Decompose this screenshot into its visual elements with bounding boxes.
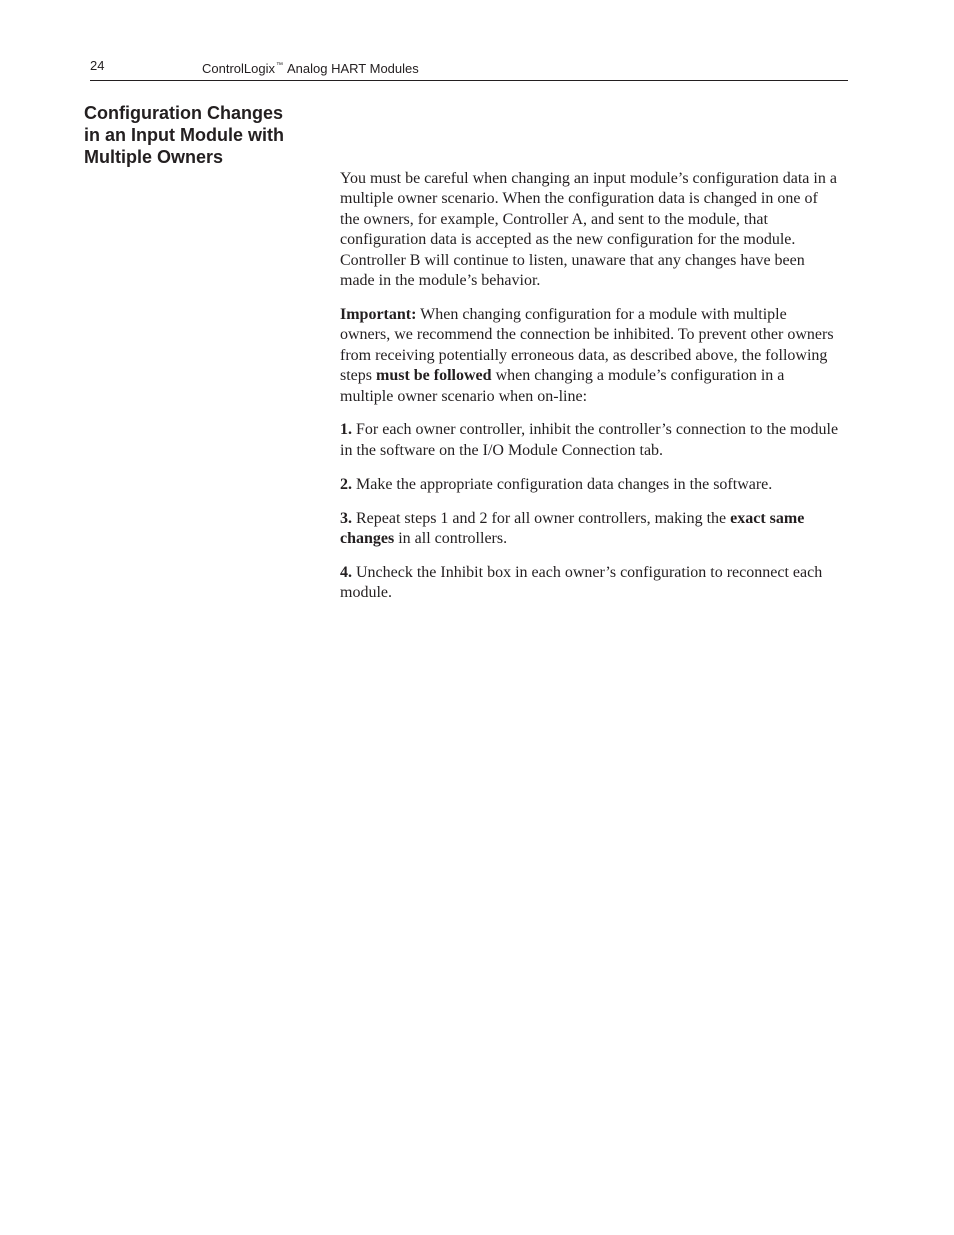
page-header	[90, 57, 848, 81]
section-heading: Configuration Changes in an Input Module with Multiple Owners	[84, 103, 284, 167]
important-paragraph	[340, 305, 840, 407]
body-text	[340, 169, 840, 617]
step-number: 1.	[340, 421, 352, 439]
running-title-rest: Analog HART Modules	[287, 61, 419, 76]
page-number: 24	[90, 58, 105, 73]
step-4	[340, 563, 840, 604]
step-number: 2.	[340, 475, 352, 493]
important-label: Important:	[340, 305, 417, 323]
running-title-brand: ControlLogix	[202, 61, 275, 76]
step-text: For each owner controller, inhibit the controller’s connection to the module in the software on the I/O Module Connection tab.	[340, 421, 839, 459]
running-title	[202, 57, 419, 78]
step-emphasis: exact same changes	[340, 509, 805, 548]
step-1	[340, 420, 840, 461]
step-text-after: in all controllers.	[394, 530, 508, 548]
step-2	[340, 475, 840, 495]
important-text-after: when changing a module’s configuration in a multiple owner scenario when on-line:	[340, 367, 785, 405]
step-number: 4.	[340, 564, 352, 581]
intro-paragraph: You must be careful when changing an input module’s configuration data in a multiple owner scenario. When the configuration data is changed in one of the owners, for example, Controller A, and sent to the module, that configuration data is accepted as the new configuration for the module. Controller B will continue to listen, unaware that any changes have been made in the module’s behavior.	[340, 170, 837, 290]
trademark-symbol: ™	[276, 62, 283, 69]
important-text-before: When changing configuration for a module with multiple owners, we recommend the connection be inhibited. To prevent other owners from receiving potentially erroneous data, as described above, the following steps	[340, 305, 834, 385]
step-text-before: Repeat steps 1 and 2 for all owner controllers, making the	[352, 509, 731, 527]
step-text: Make the appropriate configuration data changes in the software.	[352, 475, 773, 493]
important-emphasis: must be followed	[376, 367, 492, 385]
step-number: 3.	[340, 509, 352, 527]
step-3	[340, 509, 840, 550]
step-text: Uncheck the Inhibit box in each owner’s configuration to reconnect each module.	[340, 564, 823, 602]
